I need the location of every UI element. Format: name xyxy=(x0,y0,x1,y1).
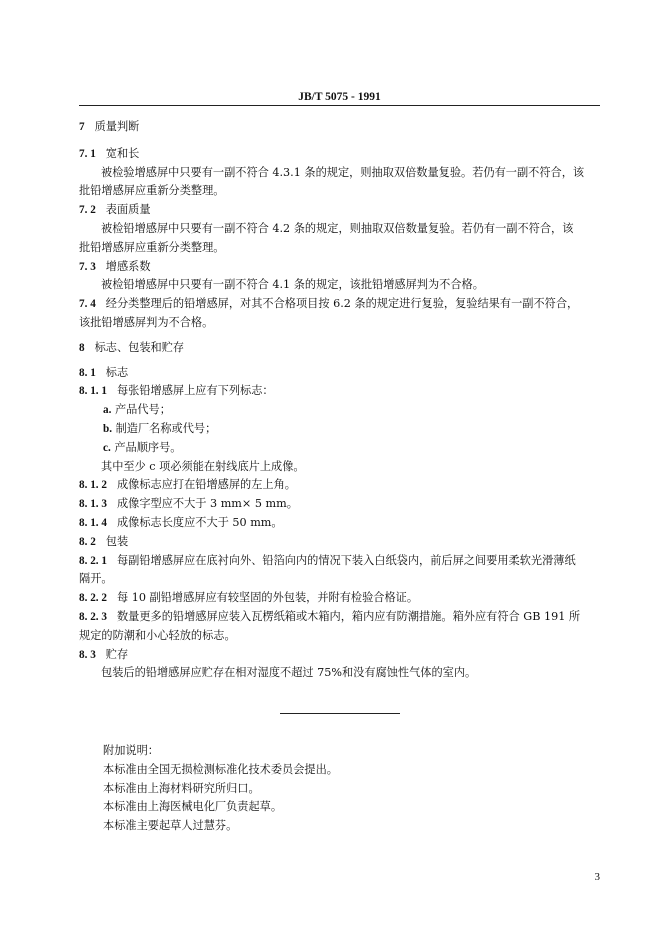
clause-8-3-heading xyxy=(79,646,600,665)
clause-number: 8. 2. 2 xyxy=(79,592,107,605)
list-item-label: a. xyxy=(103,404,112,417)
clause-number: 7. 1 xyxy=(79,147,96,160)
clause-text: 成像标志长度应不大于 50 mm。 xyxy=(116,515,283,529)
clause-number: 8. 1. 3 xyxy=(79,498,107,511)
notes-line: 本标准由全国无损检测标准化技术委员会提出。 xyxy=(103,762,338,776)
clause-8-2-1-line2: 隔开。 xyxy=(79,572,113,586)
clause-number: 8. 1. 2 xyxy=(79,479,107,492)
page-number: 3 xyxy=(594,871,600,883)
clause-number: 8. 3 xyxy=(79,648,96,661)
clause-7-3-text-line1: 被检铅增感屏中只要有一副不符合 4.1 条的规定，该批铅增感屏判为不合格。 xyxy=(101,278,484,292)
clause-8-1-2 xyxy=(79,476,600,495)
clause-number: 7. 4 xyxy=(79,298,96,311)
clause-7-1-text-line2: 批铅增感屏应重新分类整理。 xyxy=(79,184,225,198)
clause-8-1-1 xyxy=(79,382,600,401)
clause-text: 经分类整理后的铅增感屏，对其不合格项目按 6.2 条的规定进行复验，复验结果有一副不符合， xyxy=(105,297,579,311)
clause-8-1-heading xyxy=(79,364,600,383)
clause-8-2-heading xyxy=(79,533,600,552)
clause-8-2-3-line1 xyxy=(79,608,600,627)
list-item xyxy=(79,439,600,458)
list-item-text: 产品代号； xyxy=(114,403,171,417)
list-item-label: b. xyxy=(103,422,113,435)
clause-number: 8. 1. 1 xyxy=(79,385,107,398)
end-of-text-rule xyxy=(280,713,400,714)
section-title: 标志、包装和贮存 xyxy=(94,340,185,354)
clause-text: 每副铅增感屏应在底衬向外、铅箔向内的情况下装入白纸袋内，前后屏之间要用柔软光滑薄纸 xyxy=(116,553,576,567)
clause-8-1-3 xyxy=(79,495,600,514)
section-7-heading xyxy=(79,118,600,137)
clause-text: 数量更多的铅增感屏应装入瓦楞纸箱或木箱内，箱内应有防潮措施。箱外应有符合 GB 191 所 xyxy=(116,609,581,623)
clause-title: 增感系数 xyxy=(105,259,151,273)
list-item-text: 制造厂名称或代号； xyxy=(115,421,217,435)
clause-8-1-1-note: 其中至少 c 项必须能在射线底片上成像。 xyxy=(101,459,305,473)
clause-8-2-2 xyxy=(79,589,600,608)
clause-number: 8. 2. 3 xyxy=(79,610,107,623)
section-number: 8 xyxy=(79,341,85,354)
section-8-heading xyxy=(79,339,600,358)
clause-8-2-3-line2: 规定的防潮和小心轻放的标志。 xyxy=(79,628,236,642)
clause-7-2-heading xyxy=(79,201,600,220)
clause-number: 7. 3 xyxy=(79,260,96,273)
clause-8-1-4 xyxy=(79,514,600,533)
clause-text: 每 10 副铅增感屏应有较坚固的外包装，并附有检验合格证。 xyxy=(116,591,419,605)
clause-title: 宽和长 xyxy=(105,146,140,160)
clause-7-4-line2: 该批铅增感屏判为不合格。 xyxy=(79,315,214,329)
clause-title: 表面质量 xyxy=(105,203,151,217)
list-item-label: c. xyxy=(103,441,111,454)
clause-7-2-text-line2: 批铅增感屏应重新分类整理。 xyxy=(79,240,225,254)
clause-number: 8. 1. 4 xyxy=(79,516,107,529)
notes-line: 本标准由上海材料研究所归口。 xyxy=(103,781,260,795)
clause-7-2-text-line1: 被检铅增感屏中只要有一副不符合 4.2 条的规定，则抽取双倍数量复验。若仍有一副不符合，该 xyxy=(101,221,574,235)
section-number: 7 xyxy=(79,121,85,133)
clause-number: 8. 2 xyxy=(79,535,96,548)
standard-code-header: JB/T 5075 - 1991 xyxy=(298,91,381,103)
clause-7-3-heading xyxy=(79,258,600,277)
notes-line: 本标准主要起草人过慧芬。 xyxy=(103,819,238,833)
clause-7-4-line1 xyxy=(79,295,600,314)
notes-line: 本标准由上海医械电化厂负责起草。 xyxy=(103,800,283,814)
clause-7-1-text-line1: 被检验增感屏中只要有一副不符合 4.3.1 条的规定，则抽取双倍数量复验。若仍有一副不符合，该 xyxy=(101,165,585,179)
clause-number: 7. 2 xyxy=(79,204,96,217)
list-item xyxy=(79,420,600,439)
header-rule xyxy=(79,105,600,106)
clause-7-1-heading xyxy=(79,145,600,164)
document-body xyxy=(79,118,600,683)
clause-number: 8. 1 xyxy=(79,366,96,379)
clause-text: 成像字型应不大于 3 mm× 5 mm。 xyxy=(116,497,298,511)
notes-title: 附加说明： xyxy=(103,744,159,757)
list-item-text: 产品顺序号。 xyxy=(114,440,182,454)
section-title: 质量判断 xyxy=(94,120,140,133)
clause-title: 贮存 xyxy=(105,647,129,661)
clause-text: 每张铅增感屏上应有下列标志： xyxy=(116,384,274,398)
clause-text: 成像标志应打在铅增感屏的左上角。 xyxy=(116,478,296,492)
clause-8-3-text: 包装后的铅增感屏应贮存在相对湿度不超过 75%和没有腐蚀性气体的室内。 xyxy=(101,666,477,680)
clause-title: 标志 xyxy=(105,365,129,379)
list-item xyxy=(79,401,600,420)
clause-number: 8. 2. 1 xyxy=(79,554,107,567)
clause-8-2-1-line1 xyxy=(79,552,600,571)
additional-notes xyxy=(103,742,338,836)
clause-title: 包装 xyxy=(105,534,129,548)
